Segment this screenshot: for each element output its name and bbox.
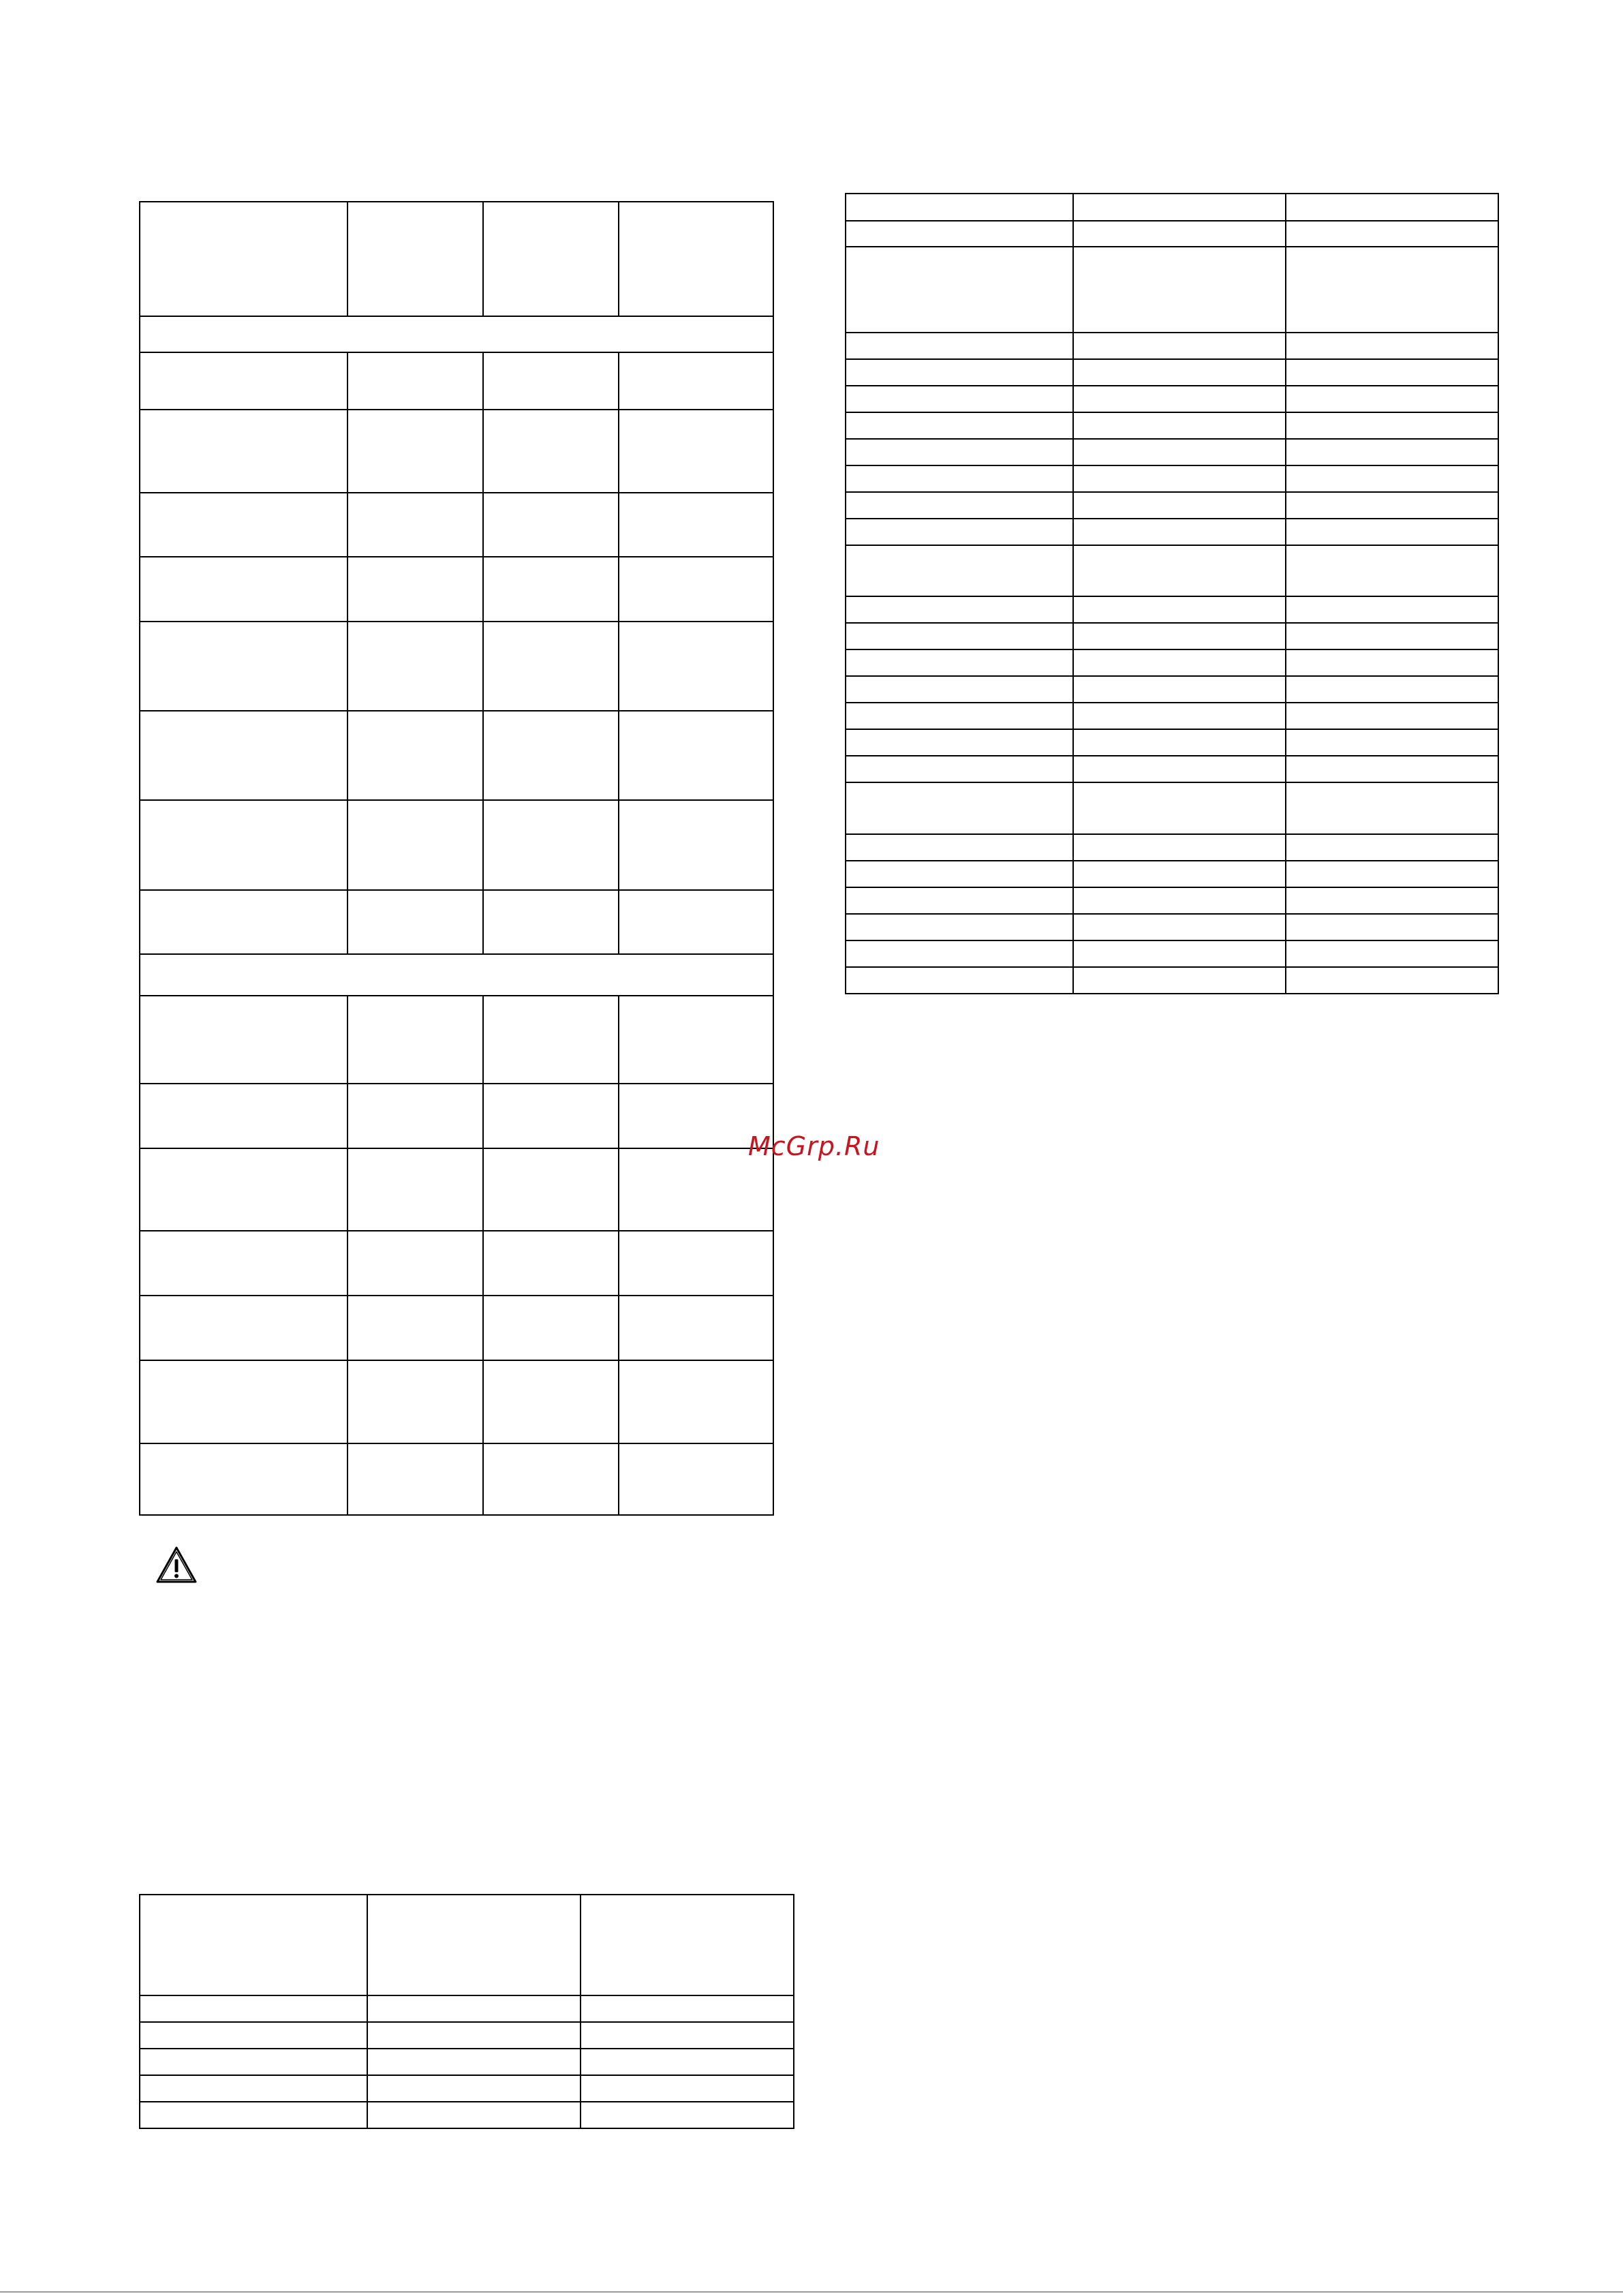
table-row <box>140 2049 794 2075</box>
table-cell <box>1073 729 1286 756</box>
table-cell <box>1073 623 1286 649</box>
table-row <box>846 967 1498 994</box>
table-cell <box>1286 221 1498 247</box>
table-cell <box>483 890 619 954</box>
table-row <box>140 1995 794 2022</box>
table-cell <box>347 1296 483 1360</box>
watermark-text: McGrp.Ru <box>748 1131 880 1161</box>
table-cell <box>483 996 619 1084</box>
table-row <box>846 887 1498 914</box>
table-row <box>846 703 1498 729</box>
table-cell <box>1073 676 1286 703</box>
table-row <box>846 596 1498 623</box>
table-cell <box>1073 333 1286 359</box>
table-cell <box>846 439 1073 465</box>
table-cell <box>347 352 483 410</box>
table-cell <box>619 1231 773 1296</box>
table-row <box>846 247 1498 333</box>
table-cell <box>846 465 1073 492</box>
table-row <box>140 1443 773 1515</box>
table-cell <box>140 1360 347 1443</box>
table-cell <box>1073 834 1286 861</box>
table-cell <box>846 676 1073 703</box>
table-cell <box>483 711 619 800</box>
table-row <box>846 359 1498 386</box>
table-row <box>140 2022 794 2049</box>
table-row <box>140 890 773 954</box>
table-row <box>140 2102 794 2128</box>
table-cell <box>140 954 773 996</box>
table-cell <box>846 967 1073 994</box>
table-cell <box>846 194 1073 221</box>
table-cell <box>140 2075 367 2102</box>
table-row <box>846 623 1498 649</box>
table-cell <box>846 834 1073 861</box>
table-cell <box>347 622 483 711</box>
table-row <box>846 386 1498 412</box>
table-cell <box>483 352 619 410</box>
table-cell <box>619 1360 773 1443</box>
table-cell <box>619 996 773 1084</box>
table-row <box>140 1148 773 1231</box>
table-cell <box>619 800 773 890</box>
table-cell <box>1073 386 1286 412</box>
table-cell <box>1073 887 1286 914</box>
left-spec-table <box>139 201 774 1516</box>
table-cell <box>1073 439 1286 465</box>
table-cell <box>1073 492 1286 519</box>
table-cell <box>846 519 1073 545</box>
table-cell <box>140 890 347 954</box>
table-cell <box>1286 412 1498 439</box>
table-cell <box>140 1148 347 1231</box>
table-cell <box>581 1995 794 2022</box>
table-row <box>846 729 1498 756</box>
table-cell <box>846 782 1073 834</box>
table-cell <box>483 202 619 316</box>
table-cell <box>140 1296 347 1360</box>
table-cell <box>347 890 483 954</box>
table-cell <box>347 1360 483 1443</box>
table-cell <box>846 729 1073 756</box>
table-cell <box>846 386 1073 412</box>
table-cell <box>1286 194 1498 221</box>
table-cell <box>1073 545 1286 596</box>
right-spec-table <box>845 193 1499 994</box>
table-cell <box>483 1231 619 1296</box>
table-cell <box>347 557 483 622</box>
table-cell <box>581 1895 794 1995</box>
table-cell <box>1286 545 1498 596</box>
table-cell <box>1286 596 1498 623</box>
table-cell <box>846 221 1073 247</box>
table-row <box>846 834 1498 861</box>
table-cell <box>140 1084 347 1148</box>
table-cell <box>1286 439 1498 465</box>
table-cell <box>140 1443 347 1515</box>
table-cell <box>581 2075 794 2102</box>
table-row <box>140 316 773 352</box>
table-cell <box>846 703 1073 729</box>
table-cell <box>619 493 773 557</box>
table-cell <box>140 557 347 622</box>
table-cell <box>483 410 619 493</box>
table-row <box>846 519 1498 545</box>
table-cell <box>619 622 773 711</box>
table-cell <box>846 333 1073 359</box>
table-cell <box>367 1895 581 1995</box>
table-row <box>140 1895 794 1995</box>
table-cell <box>483 1443 619 1515</box>
table-row <box>846 914 1498 940</box>
table-cell <box>846 623 1073 649</box>
table-cell <box>581 2022 794 2049</box>
table-cell <box>846 492 1073 519</box>
table-cell <box>619 1296 773 1360</box>
table-cell <box>140 1995 367 2022</box>
table-cell <box>347 493 483 557</box>
table-row <box>140 1084 773 1148</box>
table-row <box>140 202 773 316</box>
table-cell <box>619 711 773 800</box>
table-cell <box>347 1148 483 1231</box>
table-row <box>140 352 773 410</box>
table-cell <box>1073 412 1286 439</box>
table-cell <box>619 890 773 954</box>
table-cell <box>1286 834 1498 861</box>
table-cell <box>140 493 347 557</box>
table-cell <box>581 2049 794 2075</box>
table-cell <box>846 412 1073 439</box>
table-cell <box>846 247 1073 333</box>
table-cell <box>1286 676 1498 703</box>
table-row <box>846 676 1498 703</box>
table-cell <box>619 1443 773 1515</box>
table-cell <box>1073 861 1286 887</box>
table-cell <box>347 1443 483 1515</box>
table-cell <box>367 2075 581 2102</box>
table-cell <box>1286 386 1498 412</box>
table-row <box>846 465 1498 492</box>
table-cell <box>347 410 483 493</box>
table-cell <box>347 996 483 1084</box>
table-cell <box>1073 967 1286 994</box>
table-cell <box>1073 519 1286 545</box>
table-cell <box>347 1084 483 1148</box>
table-cell <box>1286 861 1498 887</box>
table-cell <box>140 2022 367 2049</box>
table-cell <box>483 1296 619 1360</box>
table-cell <box>1286 492 1498 519</box>
table-row <box>846 492 1498 519</box>
table-cell <box>140 1895 367 1995</box>
table-cell <box>483 1084 619 1148</box>
table-cell <box>846 596 1073 623</box>
table-row <box>846 756 1498 782</box>
table-cell <box>1286 623 1498 649</box>
table-cell <box>846 756 1073 782</box>
table-row <box>140 1296 773 1360</box>
table-cell <box>367 2049 581 2075</box>
table-row <box>846 333 1498 359</box>
table-cell <box>581 2102 794 2128</box>
table-row <box>140 410 773 493</box>
table-row <box>140 2075 794 2102</box>
table-cell <box>140 352 347 410</box>
table-cell <box>1073 756 1286 782</box>
table-cell <box>483 493 619 557</box>
table-cell <box>619 557 773 622</box>
table-cell <box>140 711 347 800</box>
table-cell <box>140 2102 367 2128</box>
table-row <box>140 622 773 711</box>
table-cell <box>1073 649 1286 676</box>
table-cell <box>483 1148 619 1231</box>
table-cell <box>1073 247 1286 333</box>
table-row <box>140 954 773 996</box>
warning-triangle-icon <box>155 1546 198 1584</box>
table-cell <box>367 2022 581 2049</box>
footer-divider <box>0 2291 1623 2293</box>
table-row <box>846 221 1498 247</box>
table-cell <box>1286 247 1498 333</box>
table-cell <box>1073 359 1286 386</box>
table-row <box>140 996 773 1084</box>
table-row <box>140 493 773 557</box>
table-cell <box>140 2049 367 2075</box>
table-cell <box>1073 703 1286 729</box>
table-cell <box>1286 465 1498 492</box>
table-cell <box>1286 940 1498 967</box>
table-cell <box>140 316 773 352</box>
table-cell <box>1073 940 1286 967</box>
table-row <box>846 439 1498 465</box>
table-cell <box>846 887 1073 914</box>
table-cell <box>1286 914 1498 940</box>
table-cell <box>1073 596 1286 623</box>
table-cell <box>846 914 1073 940</box>
table-row <box>140 557 773 622</box>
table-cell <box>1286 703 1498 729</box>
table-cell <box>1286 519 1498 545</box>
table-cell <box>619 202 773 316</box>
table-cell <box>1286 967 1498 994</box>
table-row <box>846 545 1498 596</box>
table-cell <box>846 545 1073 596</box>
table-cell <box>1286 782 1498 834</box>
table-row <box>140 1231 773 1296</box>
table-cell <box>140 622 347 711</box>
table-cell <box>140 410 347 493</box>
table-cell <box>367 1995 581 2022</box>
table-cell <box>140 800 347 890</box>
table-cell <box>140 996 347 1084</box>
table-cell <box>846 359 1073 386</box>
table-cell <box>1073 221 1286 247</box>
table-cell <box>1286 729 1498 756</box>
table-cell <box>483 622 619 711</box>
table-row <box>846 940 1498 967</box>
table-row <box>846 782 1498 834</box>
table-cell <box>140 202 347 316</box>
table-row <box>846 194 1498 221</box>
table-cell <box>1286 649 1498 676</box>
table-cell <box>1073 194 1286 221</box>
table-row <box>846 412 1498 439</box>
table-cell <box>483 1360 619 1443</box>
table-row <box>846 649 1498 676</box>
table-cell <box>483 557 619 622</box>
table-cell <box>367 2102 581 2128</box>
table-cell <box>1286 887 1498 914</box>
table-cell <box>846 940 1073 967</box>
table-cell <box>347 202 483 316</box>
table-cell <box>1286 333 1498 359</box>
table-cell <box>1073 914 1286 940</box>
table-cell <box>846 649 1073 676</box>
table-cell <box>347 711 483 800</box>
table-row <box>846 861 1498 887</box>
table-cell <box>1286 359 1498 386</box>
table-row <box>140 711 773 800</box>
table-cell <box>1073 465 1286 492</box>
table-row <box>140 1360 773 1443</box>
table-cell <box>846 861 1073 887</box>
table-cell <box>483 800 619 890</box>
table-cell <box>347 1231 483 1296</box>
table-row <box>140 800 773 890</box>
table-cell <box>140 1231 347 1296</box>
bottom-spec-table <box>139 1894 794 2129</box>
table-cell <box>1073 782 1286 834</box>
table-cell <box>1286 756 1498 782</box>
table-cell <box>619 352 773 410</box>
table-cell <box>619 410 773 493</box>
table-cell <box>347 800 483 890</box>
